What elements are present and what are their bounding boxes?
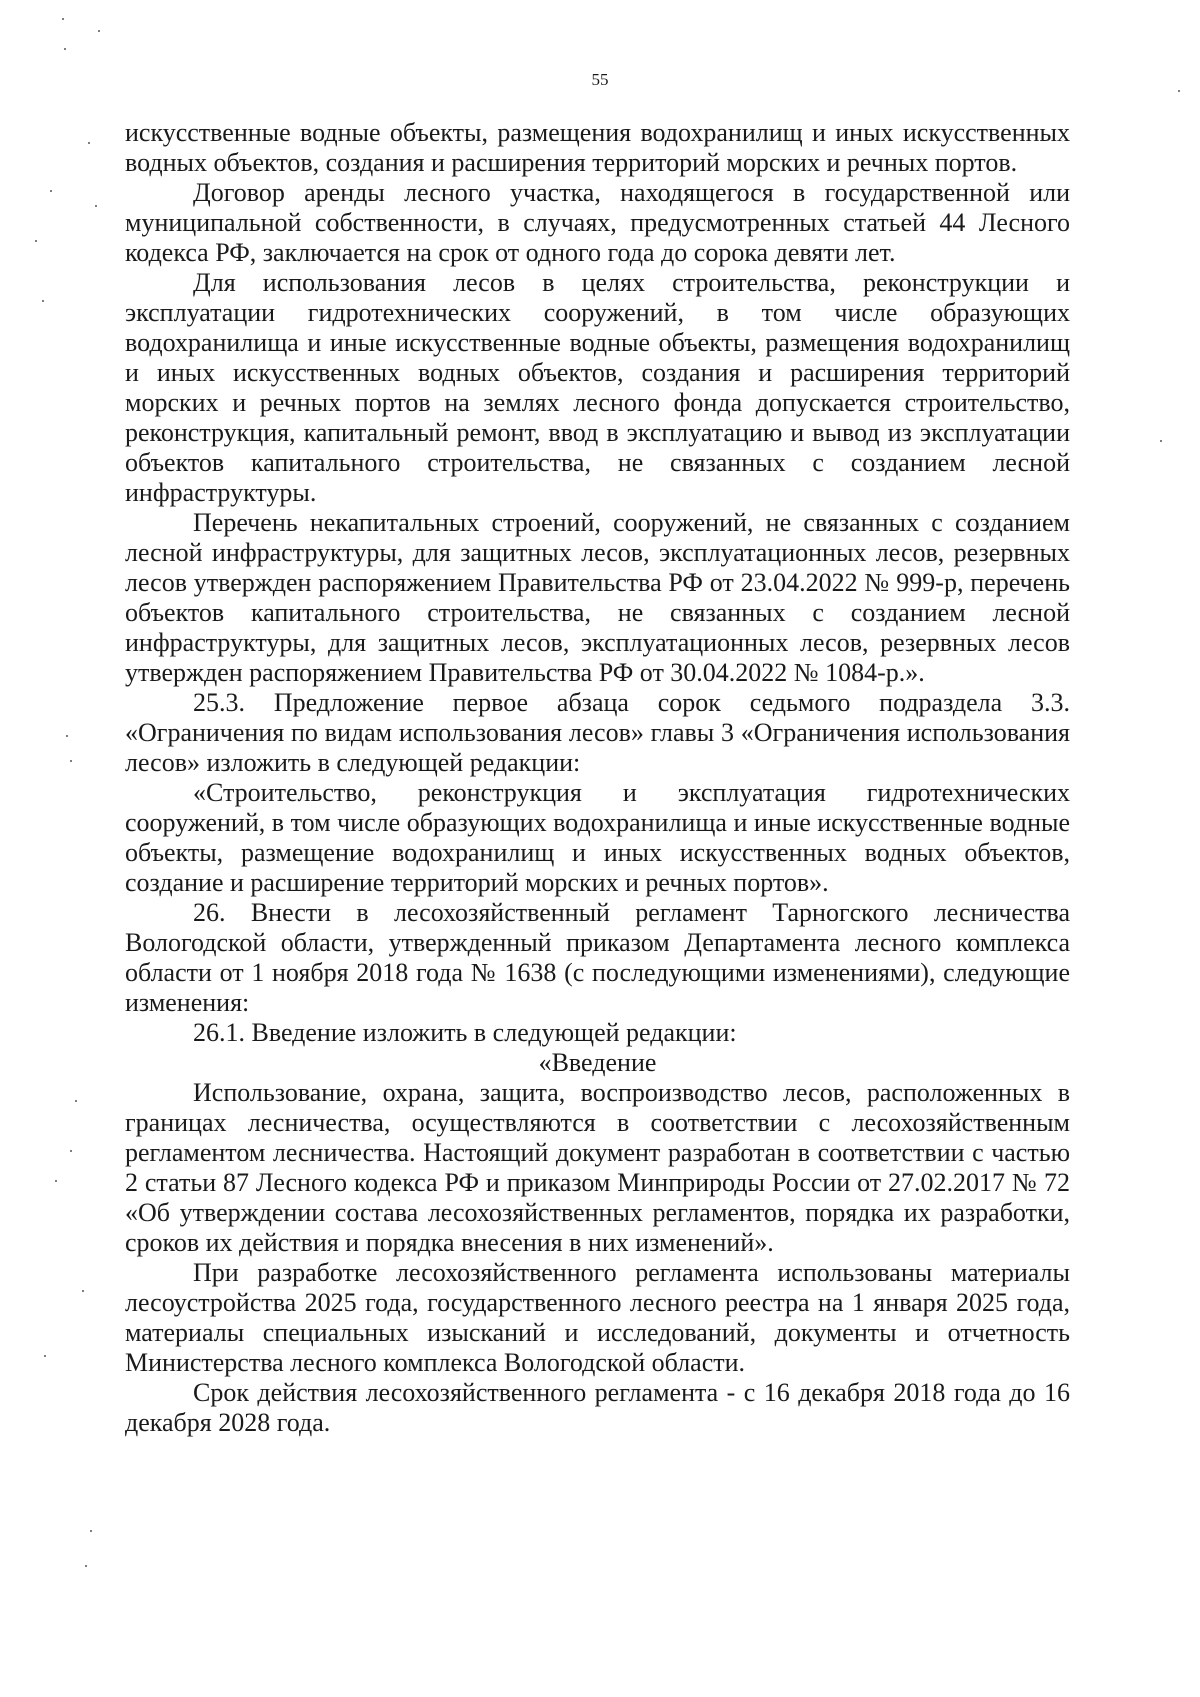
scan-speck	[85, 1565, 87, 1567]
paragraph-lease-term: Договор аренды лесного участка, находящегося в государственной или муниципальной собственности, в случаях, предусмотренных статьей 44 Лесного кодекса РФ, заключается на срок от одного года до сорока девяти лет.	[125, 178, 1070, 267]
scan-speck	[75, 1100, 77, 1102]
section-heading-introduction: «Введение	[538, 1048, 657, 1077]
paragraph-forest-use: Использование, охрана, защита, воспроизводство лесов, расположенных в границах лесничества, осуществляются в соответствии с лесохозяйственным регламентом лесничества. Настоящий документ разработан в соответствии с частью 2 статьи 87 Лесного кодекса РФ и приказом Минприроды России от 27.02.2017 № 72 «Об утверждении состава лесохозяйственных регламентов, порядка их разработки, сроков их действия и порядка внесения в них изменений».	[125, 1078, 1070, 1257]
scan-speck	[55, 1180, 57, 1182]
scan-speck	[50, 190, 52, 192]
paragraph-quoted-construction: «Строительство, реконструкция и эксплуатация гидротехнических сооружений, в том числе образующих водохранилища и иные искусственные водные объекты, размещение водохранилищ и иных искусственных водных объектов, создание и расширение территорий морских и речных портов».	[125, 778, 1070, 897]
scan-speck	[1160, 440, 1162, 442]
paragraph-item-26: 26. Внести в лесохозяйственный регламент Тарногского лесничества Вологодской области, утвержденный приказом Департамента лесного комплекса области от 1 ноября 2018 года № 1638 (с последующими изменениями), следующие изменения:	[125, 898, 1070, 1017]
paragraph-materials: При разработке лесохозяйственного регламента использованы материалы лесоустройства 2025 года, государственного лесного реестра на 1 января 2025 года, материалы специальных изысканий и исследований, документы и отчетность Министерства лесного комплекса Вологодской области.	[125, 1258, 1070, 1377]
paragraph-continuation: искусственные водные объекты, размещения водохранилищ и иных искусственных водных объектов, создания и расширения территорий морских и речных портов.	[125, 118, 1070, 177]
scan-speck	[70, 760, 72, 762]
scan-speck	[35, 240, 37, 242]
page-number: 55	[591, 70, 609, 89]
paragraph-hydro-construction: Для использования лесов в целях строительства, реконструкции и эксплуатации гидротехнических сооружений, в том числе образующих водохранилища и иные искусственные водные объекты, размещения водохранилищ и иных искусственных водных объектов, создания и расширения территорий морских и речных портов на землях лесного фонда допускается строительство, реконструкция, капитальный ремонт, ввод в эксплуатацию и вывод из эксплуатации объектов капитального строительства, не связанных с созданием лесной инфраструктуры.	[125, 268, 1070, 507]
scan-speck	[82, 1290, 84, 1292]
scan-speck	[88, 142, 90, 144]
scan-speck	[44, 1355, 46, 1357]
scan-speck	[64, 48, 66, 50]
paragraph-item-26-1: 26.1. Введение изложить в следующей редакции:	[193, 1018, 737, 1047]
scan-speck	[1178, 90, 1180, 92]
scan-speck	[66, 735, 68, 737]
paragraph-item-25-3: 25.3. Предложение первое абзаца сорок седьмого подраздела 3.3. «Ограничения по видам использования лесов» главы 3 «Ограничения использования лесов» изложить в следующей редакции:	[125, 688, 1070, 777]
scan-speck	[90, 1530, 92, 1532]
paragraph-validity-period: Срок действия лесохозяйственного регламента - с 16 декабря 2018 года до 16 декабря 2028 года.	[125, 1378, 1070, 1437]
paragraph-structures-list: Перечень некапитальных строений, сооружений, не связанных с созданием лесной инфраструктуры, для защитных лесов, эксплуатационных лесов, резервных лесов утвержден распоряжением Правительства РФ от 23.04.2022 № 999-р, перечень объектов капитального строительства, не связанных с созданием лесной инфраструктуры, для защитных лесов, эксплуатационных лесов, резервных лесов утвержден распоряжением Правительства РФ от 30.04.2022 № 1084-р.».	[125, 508, 1070, 687]
scan-speck	[95, 205, 97, 207]
document-body	[125, 118, 1070, 1438]
scan-speck	[98, 30, 100, 32]
scan-speck	[62, 18, 64, 20]
scan-speck	[70, 1150, 72, 1152]
scan-speck	[42, 300, 44, 302]
